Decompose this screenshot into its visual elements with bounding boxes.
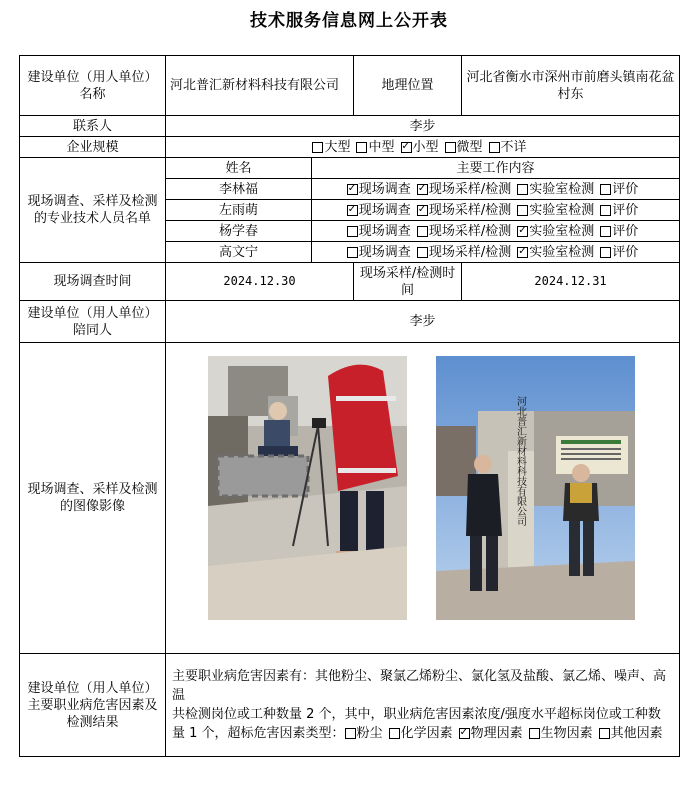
work-item-label: 现场采样/检测 [428,223,512,239]
checked-box-icon [517,226,528,237]
unchecked-box-icon [517,205,528,216]
scale-option [401,139,439,156]
work-item-label: 实验室检测 [529,181,595,197]
scale-options [166,137,680,158]
unchecked-box-icon [599,728,610,739]
result-line-2 [172,705,673,743]
page-title: 技术服务信息网上公开表 [250,11,448,31]
info-table [19,55,680,757]
work-item-label: 评价 [612,223,639,239]
checked-box-icon [459,728,470,739]
work-item [347,181,411,198]
work-item-label: 现场采样/检测 [428,202,512,218]
unchecked-box-icon [345,728,356,739]
work-item [517,202,594,219]
work-item [517,223,594,240]
hazard-type [599,724,663,743]
staff-work-header: 主要工作内容 [312,158,680,179]
work-item-label: 评价 [612,244,639,260]
work-item [417,223,511,240]
unit-name-value: 河北普汇新材料科技有限公司 [166,56,354,116]
location-label: 地理位置 [354,56,462,116]
work-item [517,181,594,198]
scale-option [445,139,483,156]
staff-name: 高文宁 [166,242,312,263]
staff-work [312,200,680,221]
scale-option-label: 中型 [368,139,395,155]
sampling-time-label: 现场采样/检测时间 [354,263,462,301]
unchecked-box-icon [417,226,428,237]
escort-label: 建设单位（用人单位）陪同人 [20,301,166,343]
unit-name-label: 建设单位（用人单位）名称 [20,56,166,116]
unchecked-box-icon [517,184,528,195]
work-item-label: 现场调查 [358,223,411,239]
work-item [347,202,411,219]
work-item-label: 现场调查 [358,202,411,218]
result-value [166,654,680,757]
work-item [600,181,638,198]
work-item-label: 现场调查 [358,244,411,260]
survey-photo-image [436,356,635,620]
result-line-1: 主要职业病危害因素有：其他粉尘、聚氯乙烯粉尘、氯化氢及盐酸、氯乙烯、噪声、高温 [172,669,667,703]
checked-box-icon [517,247,528,258]
scale-option [312,139,350,156]
result-label: 建设单位（用人单位）主要职业病危害因素及检测结果 [20,654,166,757]
sampling-photo-image [208,356,407,620]
unchecked-box-icon [389,728,400,739]
survey-time-label: 现场调查时间 [20,263,166,301]
sign-text: 河北普汇新材料科技有限公司 [514,395,526,526]
result-line-2-text: 共检测岗位或工种数量 2 个，其中，职业病危害因素浓度/强度水平超标岗位或工种数量 1 个，超标危害因素类型： [172,707,661,741]
row-unit-name [20,56,680,116]
checked-box-icon [417,205,428,216]
escort-value: 李步 [166,301,680,343]
unchecked-box-icon [600,184,611,195]
work-item [417,244,511,261]
work-item-label: 评价 [612,202,639,218]
staff-name: 杨学春 [166,221,312,242]
work-item-label: 评价 [612,181,639,197]
hazard-type [389,724,453,743]
work-item [600,244,638,261]
scale-label: 企业规模 [20,137,166,158]
unchecked-box-icon [312,142,323,153]
row-result [20,654,680,757]
checked-box-icon [417,184,428,195]
staff-name: 左雨萌 [166,200,312,221]
unchecked-box-icon [347,247,358,258]
location-value: 河北省衡水市深州市前磨头镇南花盆村东 [462,56,680,116]
row-scale [20,137,680,158]
sampling-photo [208,356,407,620]
work-item [347,223,411,240]
row-contact [20,116,680,137]
work-item [347,244,411,261]
checked-box-icon [347,205,358,216]
row-escort [20,301,680,343]
work-item-label: 现场采样/检测 [428,244,512,260]
work-item [600,202,638,219]
work-item-label: 实验室检测 [529,202,595,218]
work-item [417,202,511,219]
staff-name-header: 姓名 [166,158,312,179]
unchecked-box-icon [529,728,540,739]
unchecked-box-icon [600,205,611,216]
hazard-type [529,724,593,743]
unchecked-box-icon [417,247,428,258]
hazard-type-label: 生物因素 [540,726,593,741]
scale-option [356,139,394,156]
work-item-label: 现场调查 [358,181,411,197]
scale-option [489,139,527,156]
work-item [417,181,511,198]
images-label: 现场调查、采样及检测的图像影像 [20,343,166,654]
work-item [517,244,594,261]
survey-time-value: 2024.12.30 [166,263,354,301]
survey-photo [436,356,635,620]
hazard-type-label: 物理因素 [470,726,523,741]
unchecked-box-icon [600,247,611,258]
scale-option-label: 不详 [500,139,527,155]
sampling-time-value: 2024.12.31 [462,263,680,301]
checked-box-icon [401,142,412,153]
contact-label: 联系人 [20,116,166,137]
work-item-label: 实验室检测 [529,223,595,239]
unchecked-box-icon [347,226,358,237]
hazard-type [459,724,523,743]
scale-option-label: 小型 [412,139,439,155]
unchecked-box-icon [445,142,456,153]
staff-label: 现场调查、采样及检测的专业技术人员名单 [20,158,166,263]
hazard-type-label: 粉尘 [356,726,383,741]
staff-work [312,179,680,200]
unchecked-box-icon [489,142,500,153]
staff-work [312,221,680,242]
row-staff-header [20,158,680,179]
unchecked-box-icon [356,142,367,153]
row-times [20,263,680,301]
staff-name: 李林福 [166,179,312,200]
row-images [20,343,680,654]
unchecked-box-icon [600,226,611,237]
work-item-label: 现场采样/检测 [428,181,512,197]
scale-option-label: 大型 [324,139,351,155]
images-cell [166,343,680,654]
hazard-type-label: 其他因素 [610,726,663,741]
scale-option-label: 微型 [456,139,483,155]
staff-work [312,242,680,263]
hazard-type [345,724,383,743]
hazard-type-label: 化学因素 [400,726,453,741]
checked-box-icon [347,184,358,195]
work-item-label: 实验室检测 [529,244,595,260]
work-item [600,223,638,240]
contact-value: 李步 [166,116,680,137]
